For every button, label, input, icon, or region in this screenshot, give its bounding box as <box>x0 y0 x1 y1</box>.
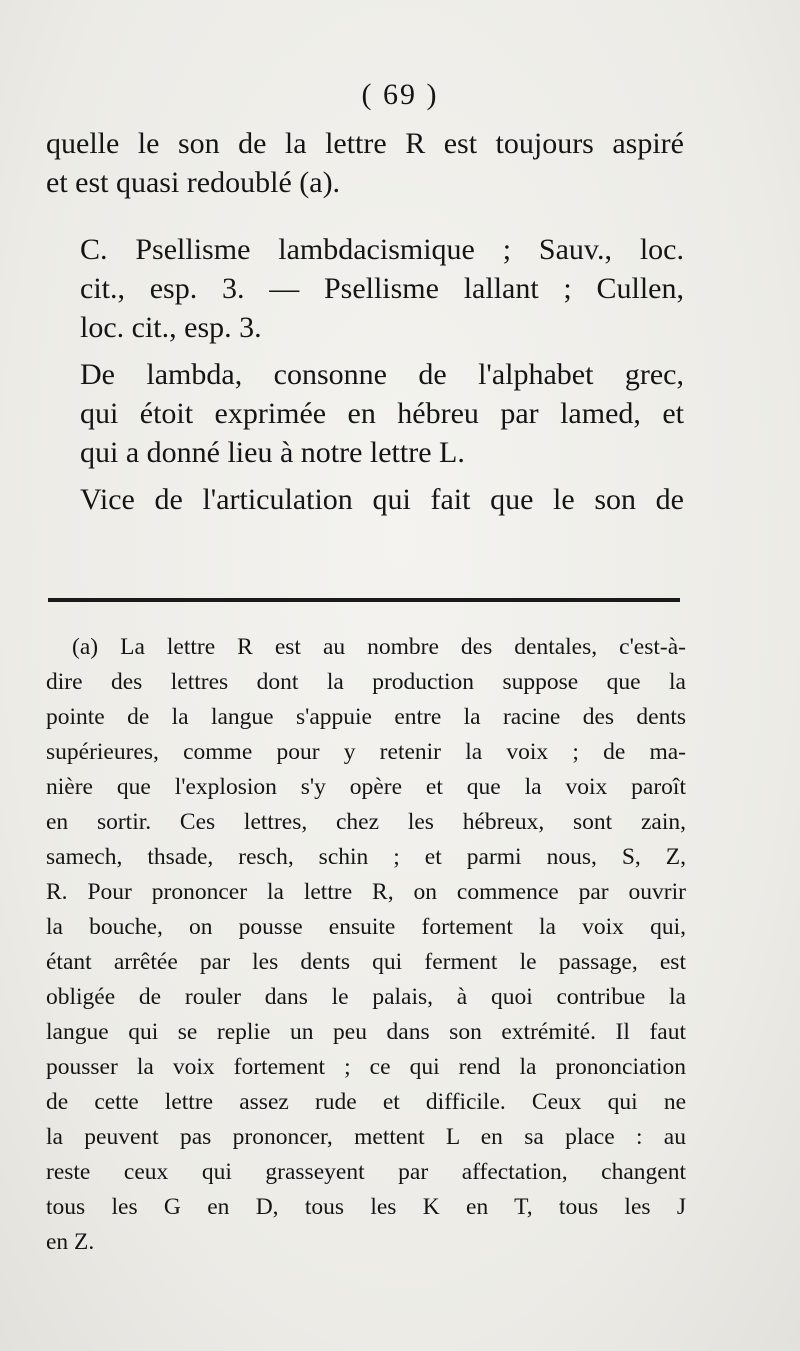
text-line: Vice de l'articulation qui fait que le son de <box>80 483 684 516</box>
footnote-line: nière que l'explosion s'y opère et que la voix paroît <box>46 774 686 800</box>
footnote-line: étant arrêtée par les dents qui ferment le passage, est <box>46 949 686 975</box>
footnote-line: la peuvent pas prononcer, mettent L en sa place : au <box>46 1124 686 1150</box>
text-line: et est quasi redoublé (a). <box>46 166 341 199</box>
footnote-line: en Z. <box>46 1229 95 1255</box>
text-line: qui étoit exprimée en hébreu par lamed, et <box>80 397 684 430</box>
text-line: loc. cit., esp. 3. <box>80 311 262 344</box>
footnote-line: langue qui se replie un peu dans son extrémité. Il faut <box>46 1019 686 1045</box>
footnote-line: supérieures, comme pour y retenir la voix ; de ma- <box>46 739 686 765</box>
footnote-line: (a) La lettre R est au nombre des dentales, c'est-à- <box>72 634 686 660</box>
footnote-line: reste ceux qui grasseyent par affectation, changent <box>46 1159 686 1185</box>
paragraph-synonyms <box>46 230 684 347</box>
page-number: ( 69 ) <box>361 78 439 111</box>
footnote-line: samech, thsade, resch, schin ; et parmi nous, S, Z, <box>46 844 686 870</box>
text-line: C. Psellisme lambdacismique ; Sauv., loc. <box>80 233 684 266</box>
main-text <box>46 124 684 519</box>
footnote-line: tous les G en D, tous les K en T, tous les J <box>46 1194 686 1220</box>
text-line: qui a donné lieu à notre lettre L. <box>80 436 465 469</box>
paragraph-continuation <box>46 124 684 202</box>
footnote-line: la bouche, on pousse ensuite fortement la voix qui, <box>46 914 686 940</box>
footnote-line: pointe de la langue s'appuie entre la racine des dents <box>46 704 686 730</box>
paragraph-definition <box>46 480 684 519</box>
text-line: De lambda, consonne de l'alphabet grec, <box>80 358 684 391</box>
footnote-line: R. Pour prononcer la lettre R, on commence par ouvrir <box>46 879 686 905</box>
footnote-line: de cette lettre assez rude et difficile. Ceux qui ne <box>46 1089 686 1115</box>
footnote-line: obligée de rouler dans le palais, à quoi contribue la <box>46 984 686 1010</box>
footnote-line: en sortir. Ces lettres, chez les hébreux, sont zain, <box>46 809 686 835</box>
text-line: cit., esp. 3. — Psellisme lallant ; Cullen, <box>80 272 684 305</box>
paragraph-etymology <box>46 355 684 472</box>
footnote-rule <box>48 598 680 602</box>
footnote <box>46 630 686 1260</box>
footnote-line: pousser la voix fortement ; ce qui rend la prononciation <box>46 1054 686 1080</box>
footnote-line: dire des lettres dont la production suppose que la <box>46 669 686 695</box>
text-line: quelle le son de la lettre R est toujours aspiré <box>46 127 684 160</box>
